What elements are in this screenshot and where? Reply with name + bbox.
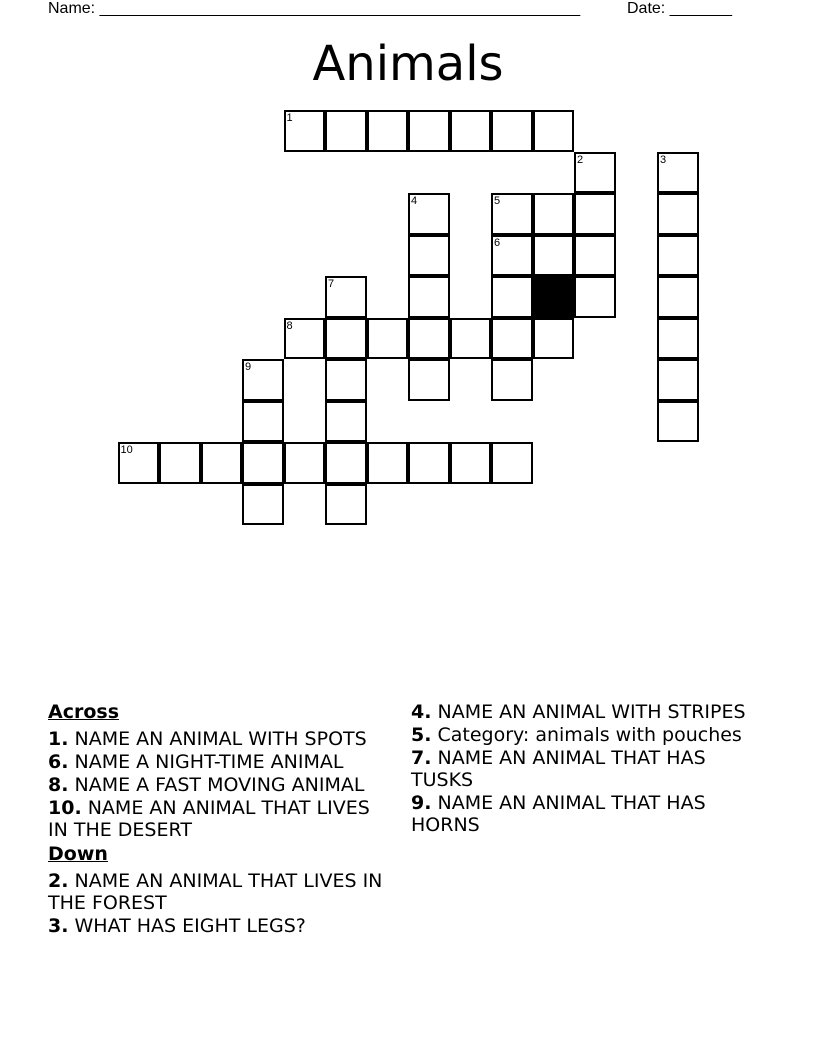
crossword-cell[interactable] bbox=[657, 359, 699, 401]
crossword-cell[interactable] bbox=[491, 359, 533, 401]
crossword-cell[interactable] bbox=[325, 484, 367, 526]
crossword-cell[interactable] bbox=[325, 276, 367, 318]
crossword-cell[interactable] bbox=[657, 235, 699, 277]
cell-number: 3 bbox=[660, 153, 667, 166]
crossword-cell[interactable] bbox=[491, 110, 533, 152]
crossword-cell[interactable] bbox=[242, 442, 284, 484]
crossword-cell[interactable] bbox=[450, 318, 492, 360]
clue-across-6 bbox=[48, 751, 393, 773]
crossword-cell[interactable] bbox=[533, 318, 575, 360]
crossword-cell[interactable] bbox=[367, 110, 409, 152]
crossword-cell[interactable] bbox=[408, 193, 450, 235]
crossword-cell[interactable] bbox=[450, 110, 492, 152]
clue-number: 2. bbox=[48, 870, 69, 892]
crossword-cell[interactable] bbox=[284, 110, 326, 152]
crossword-cell[interactable] bbox=[574, 276, 616, 318]
clue-down-4 bbox=[411, 701, 751, 723]
cell-number: 8 bbox=[286, 319, 293, 332]
crossword-cell[interactable] bbox=[657, 401, 699, 443]
crossword-cell[interactable] bbox=[408, 442, 450, 484]
crossword-cell[interactable] bbox=[201, 442, 243, 484]
clue-number: 1. bbox=[48, 728, 69, 750]
crossword-cell[interactable] bbox=[491, 276, 533, 318]
crossword-cell[interactable] bbox=[533, 235, 575, 277]
crossword-cell[interactable] bbox=[242, 359, 284, 401]
crossword-cell[interactable] bbox=[657, 152, 699, 194]
crossword-cell[interactable] bbox=[367, 442, 409, 484]
blocked-cell bbox=[533, 276, 575, 318]
crossword-cell[interactable] bbox=[657, 318, 699, 360]
crossword-cell[interactable] bbox=[533, 193, 575, 235]
across-heading: Across bbox=[48, 701, 120, 723]
cell-number: 5 bbox=[494, 195, 501, 207]
cell-number: 9 bbox=[245, 361, 252, 373]
crossword-cell[interactable] bbox=[491, 193, 533, 235]
clue-number: 4. bbox=[411, 701, 432, 723]
clue-text: NAME A FAST MOVING ANIMAL bbox=[74, 774, 365, 796]
crossword-cell[interactable] bbox=[574, 152, 616, 194]
crossword-cell[interactable] bbox=[657, 193, 699, 235]
clue-down-7 bbox=[411, 747, 751, 791]
down-heading: Down bbox=[48, 843, 108, 865]
page-title: Animals bbox=[312, 36, 504, 92]
crossword-cell[interactable] bbox=[408, 359, 450, 401]
clue-number: 8. bbox=[48, 774, 69, 796]
clue-across-10 bbox=[48, 797, 393, 841]
clue-text: NAME AN ANIMAL THAT HAS TUSKS bbox=[411, 747, 706, 791]
clue-text: WHAT HAS EIGHT LEGS? bbox=[74, 915, 306, 937]
clue-number: 6. bbox=[48, 751, 69, 773]
clue-text: NAME AN ANIMAL THAT LIVES IN THE DESERT bbox=[48, 797, 370, 841]
cell-number: 7 bbox=[328, 278, 335, 290]
clues-right-column bbox=[411, 701, 751, 837]
crossword-cell[interactable] bbox=[408, 276, 450, 318]
clue-text: NAME AN ANIMAL WITH SPOTS bbox=[74, 728, 367, 750]
clues-left-column bbox=[48, 701, 393, 938]
clue-number: 9. bbox=[411, 792, 432, 814]
cell-number: 1 bbox=[286, 112, 293, 124]
crossword-cell[interactable] bbox=[533, 110, 575, 152]
clue-text: NAME AN ANIMAL WITH STRIPES bbox=[437, 701, 746, 723]
crossword-cell[interactable] bbox=[325, 401, 367, 443]
crossword-cell[interactable] bbox=[159, 442, 201, 484]
crossword-cell[interactable] bbox=[325, 318, 367, 360]
crossword-cell[interactable] bbox=[242, 484, 284, 526]
cell-number: 6 bbox=[494, 236, 501, 249]
crossword-cell[interactable] bbox=[491, 235, 533, 277]
clue-down-2 bbox=[48, 870, 393, 914]
crossword-cell[interactable] bbox=[574, 193, 616, 235]
clue-across-1 bbox=[48, 728, 393, 750]
crossword-cell[interactable] bbox=[408, 235, 450, 277]
clue-text: NAME AN ANIMAL THAT HAS HORNS bbox=[411, 792, 706, 836]
clue-across-8 bbox=[48, 774, 393, 796]
clue-number: 7. bbox=[411, 747, 432, 769]
clue-number: 5. bbox=[411, 724, 432, 746]
clue-down-3 bbox=[48, 915, 393, 937]
crossword-cell[interactable] bbox=[574, 235, 616, 277]
crossword-cell[interactable] bbox=[491, 442, 533, 484]
crossword-cell[interactable] bbox=[325, 359, 367, 401]
crossword-cell[interactable] bbox=[284, 442, 326, 484]
name-field: Name: ______________________________________________________ bbox=[48, 0, 581, 17]
crossword-cell[interactable] bbox=[491, 318, 533, 360]
clue-down-9 bbox=[411, 792, 751, 836]
crossword-cell[interactable] bbox=[118, 442, 160, 484]
crossword-cell[interactable] bbox=[450, 442, 492, 484]
clue-number: 10. bbox=[48, 797, 82, 819]
cell-number: 4 bbox=[411, 195, 418, 207]
crossword-cell[interactable] bbox=[408, 110, 450, 152]
crossword-cell[interactable] bbox=[657, 276, 699, 318]
clue-text: NAME AN ANIMAL THAT LIVES IN THE FOREST bbox=[48, 870, 383, 914]
crossword-cell[interactable] bbox=[408, 318, 450, 360]
clue-number: 3. bbox=[48, 915, 69, 937]
clue-down-5 bbox=[411, 724, 751, 746]
crossword-cell[interactable] bbox=[325, 442, 367, 484]
crossword-cell[interactable] bbox=[367, 318, 409, 360]
crossword-cell[interactable] bbox=[325, 110, 367, 152]
crossword-cell[interactable] bbox=[284, 318, 326, 360]
clue-text: Category: animals with pouches bbox=[437, 724, 742, 746]
clue-text: NAME A NIGHT-TIME ANIMAL bbox=[74, 751, 344, 773]
cell-number: 2 bbox=[577, 153, 584, 166]
date-field: Date: _______ bbox=[627, 0, 732, 17]
cell-number: 10 bbox=[120, 444, 133, 456]
crossword-cell[interactable] bbox=[242, 401, 284, 443]
